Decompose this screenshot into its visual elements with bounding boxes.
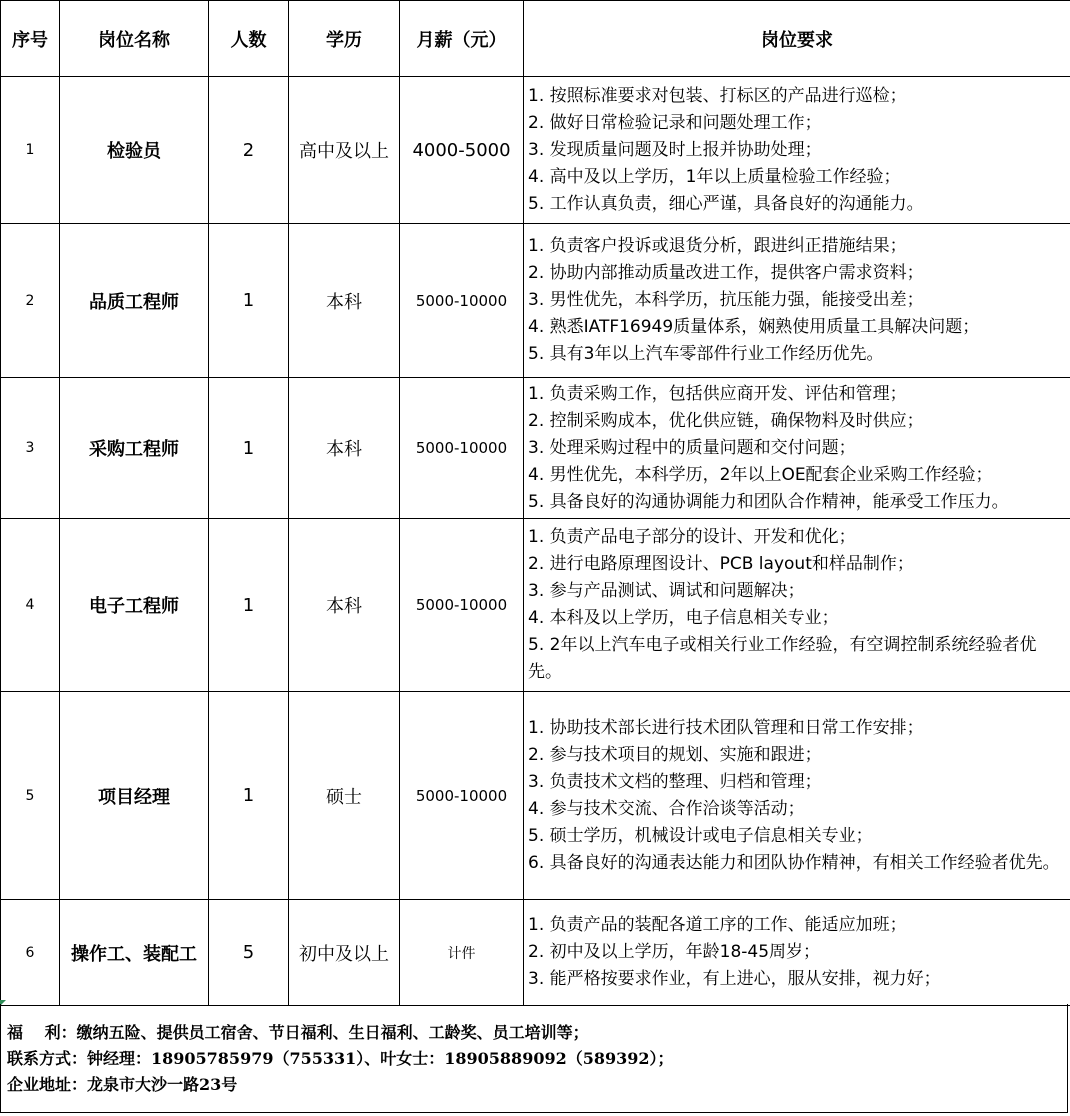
education: 高中及以上 bbox=[289, 77, 400, 224]
table-row bbox=[1, 224, 1070, 378]
requirement-item: 2. 初中及以上学历，年龄18-45周岁； bbox=[528, 942, 821, 962]
salary: 4000-5000 bbox=[400, 77, 524, 224]
row-number: 4 bbox=[1, 519, 60, 692]
salary: 5000-10000 bbox=[400, 692, 524, 900]
requirements bbox=[524, 900, 1070, 1006]
table-row bbox=[1, 692, 1070, 900]
requirement-item: 5. 具备良好的沟通协调能力和团队合作精神，能承受工作压力。 bbox=[528, 491, 1009, 512]
header-edu: 学历 bbox=[289, 1, 400, 77]
requirement-item: 2. 协助内部推动质量改进工作，提供客户需求资料； bbox=[528, 263, 924, 283]
headcount: 1 bbox=[209, 378, 289, 519]
footer-address: 企业地址：龙泉市大沙一路23号 bbox=[7, 1075, 238, 1094]
job-title: 品质工程师 bbox=[60, 224, 209, 378]
salary: 5000-10000 bbox=[400, 519, 524, 692]
headcount: 5 bbox=[209, 900, 289, 1006]
header-req: 岗位要求 bbox=[524, 1, 1070, 77]
education: 本科 bbox=[289, 224, 400, 378]
requirements bbox=[524, 224, 1070, 378]
requirement-item: 3. 发现质量问题及时上报并协助处理； bbox=[528, 139, 822, 160]
headcount: 2 bbox=[209, 77, 289, 224]
requirement-item: 1. 负责客户投诉或退货分析，跟进纠正措施结果； bbox=[528, 236, 907, 256]
headcount: 1 bbox=[209, 692, 289, 900]
requirement-item: 1. 按照标准要求对包装、打标区的产品进行巡检； bbox=[528, 85, 907, 106]
salary: 5000-10000 bbox=[400, 378, 524, 519]
requirement-item: 2. 做好日常检验记录和问题处理工作； bbox=[528, 112, 822, 133]
education: 本科 bbox=[289, 519, 400, 692]
header-no: 序号 bbox=[1, 1, 60, 77]
job-title: 采购工程师 bbox=[60, 378, 209, 519]
requirement-item: 1. 负责产品电子部分的设计、开发和优化； bbox=[528, 527, 856, 547]
requirement-item: 1. 负责采购工作，包括供应商开发、评估和管理； bbox=[528, 383, 907, 404]
requirement-item: 3. 能严格按要求作业，有上进心，服从安排，视力好； bbox=[528, 969, 941, 989]
table-header-row bbox=[1, 1, 1070, 77]
requirement-item: 5. 2年以上汽车电子或相关行业工作经验，有空调控制系统经验者优先。 bbox=[528, 635, 1037, 682]
table-row bbox=[1, 378, 1070, 519]
table-row bbox=[1, 519, 1070, 692]
requirement-item: 2. 控制采购成本，优化供应链，确保物料及时供应； bbox=[528, 410, 924, 431]
requirement-item: 4. 本科及以上学历，电子信息相关专业； bbox=[528, 608, 839, 628]
job-title: 操作工、装配工 bbox=[60, 900, 209, 1006]
education: 硕士 bbox=[289, 692, 400, 900]
job-title: 电子工程师 bbox=[60, 519, 209, 692]
header-count: 人数 bbox=[209, 1, 289, 77]
row-number: 5 bbox=[1, 692, 60, 900]
requirement-item: 4. 参与技术交流、合作洽谈等活动； bbox=[528, 798, 805, 819]
requirements bbox=[524, 692, 1070, 900]
requirement-item: 6. 具备良好的沟通表达能力和团队协作精神，有相关工作经验者优先。 bbox=[528, 852, 1060, 873]
header-name: 岗位名称 bbox=[60, 1, 209, 77]
requirement-item: 3. 参与产品测试、调试和问题解决； bbox=[528, 581, 805, 601]
footer-info bbox=[0, 1004, 1068, 1113]
education: 本科 bbox=[289, 378, 400, 519]
footer-benefits: 福 利：缴纳五险、提供员工宿舍、节日福利、生日福利、工龄奖、员工培训等； bbox=[7, 1023, 589, 1042]
requirement-item: 2. 进行电路原理图设计、PCB layout和样品制作； bbox=[528, 554, 914, 574]
job-title: 项目经理 bbox=[60, 692, 209, 900]
row-number: 1 bbox=[1, 77, 60, 224]
job-title: 检验员 bbox=[60, 77, 209, 224]
salary: 5000-10000 bbox=[400, 224, 524, 378]
requirement-item: 3. 负责技术文档的整理、归档和管理； bbox=[528, 771, 822, 792]
salary: 计件 bbox=[400, 900, 524, 1006]
row-number: 3 bbox=[1, 378, 60, 519]
headcount: 1 bbox=[209, 224, 289, 378]
requirement-item: 1. 负责产品的装配各道工序的工作、能适应加班； bbox=[528, 915, 907, 935]
requirement-item: 1. 协助技术部长进行技术团队管理和日常工作安排； bbox=[528, 717, 924, 738]
row-number: 6 bbox=[1, 900, 60, 1006]
education: 初中及以上 bbox=[289, 900, 400, 1006]
requirement-item: 4. 男性优先，本科学历，2年以上OE配套企业采购工作经验； bbox=[528, 464, 993, 485]
requirements bbox=[524, 519, 1070, 692]
requirements bbox=[524, 378, 1070, 519]
requirement-item: 4. 熟悉IATF16949质量体系，娴熟使用质量工具解决问题； bbox=[528, 317, 980, 337]
row-number: 2 bbox=[1, 224, 60, 378]
requirement-item: 3. 处理采购过程中的质量问题和交付问题； bbox=[528, 437, 856, 458]
requirement-item: 5. 工作认真负责，细心严谨，具备良好的沟通能力。 bbox=[528, 193, 924, 214]
requirement-item: 2. 参与技术项目的规划、实施和跟进； bbox=[528, 744, 822, 765]
table-row bbox=[1, 900, 1070, 1006]
requirement-item: 3. 男性优先，本科学历，抗压能力强，能接受出差； bbox=[528, 290, 924, 310]
footer-contact: 联系方式：钟经理：18905785979（755331）、叶女士：18905889092（589392）； bbox=[7, 1049, 674, 1068]
requirements bbox=[524, 77, 1070, 224]
requirement-item: 4. 高中及以上学历，1年以上质量检验工作经验； bbox=[528, 166, 901, 187]
headcount: 1 bbox=[209, 519, 289, 692]
table-row bbox=[1, 77, 1070, 224]
header-salary: 月薪（元） bbox=[400, 1, 524, 77]
requirement-item: 5. 具有3年以上汽车零部件行业工作经历优先。 bbox=[528, 344, 884, 364]
requirement-item: 5. 硕士学历，机械设计或电子信息相关专业； bbox=[528, 825, 873, 846]
